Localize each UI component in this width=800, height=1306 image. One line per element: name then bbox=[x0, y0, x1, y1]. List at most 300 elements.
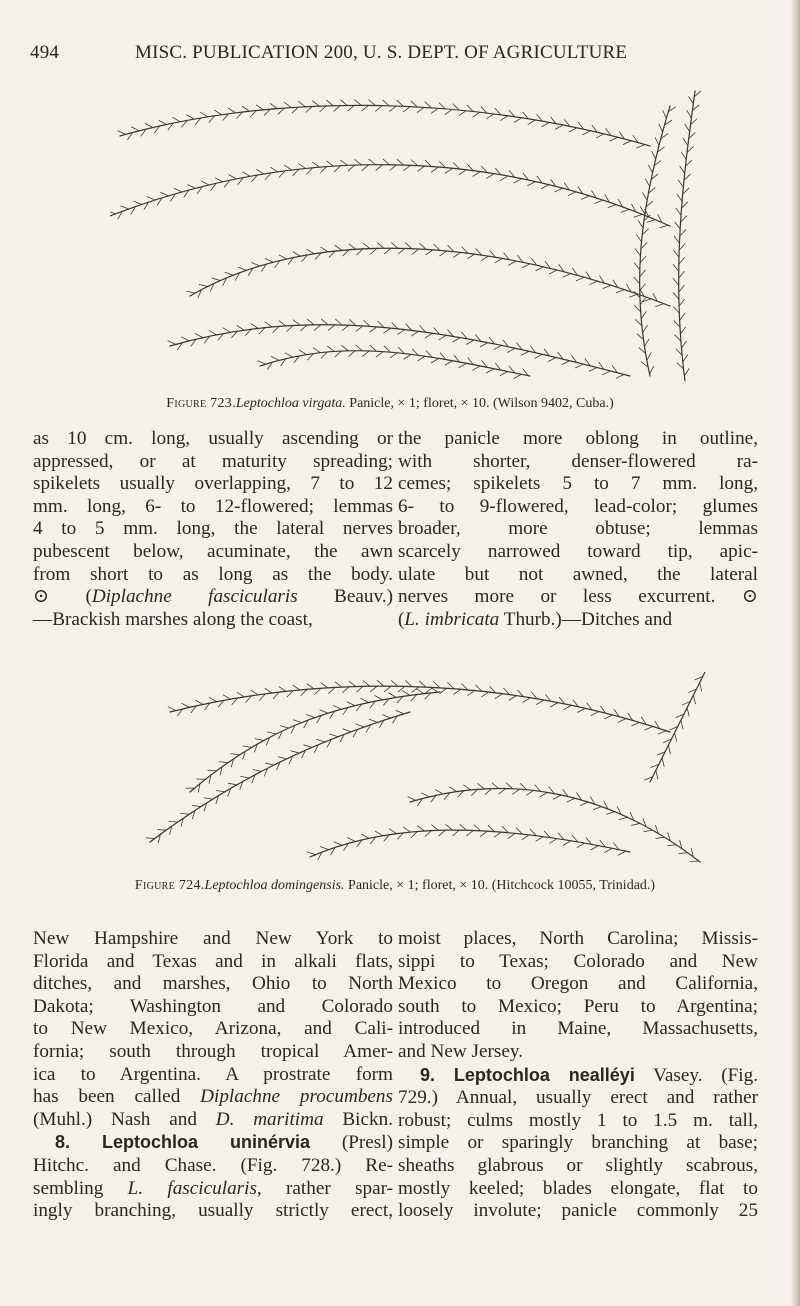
spikelet-mark bbox=[403, 107, 410, 112]
spikelet-mark bbox=[342, 687, 349, 693]
text-line: sembling L. fascicularis, rather spar- bbox=[33, 1177, 393, 1199]
spikelet-mark bbox=[582, 131, 590, 135]
spikelet-mark bbox=[514, 179, 522, 183]
spikelet-mark bbox=[348, 165, 355, 171]
spikelet-mark bbox=[634, 214, 643, 217]
text-line: ⊙ (Diplachne fascicularis Beauv.) bbox=[33, 586, 394, 608]
spikelet-mark bbox=[680, 327, 685, 334]
spikelet-mark bbox=[541, 122, 549, 126]
spikelet-mark bbox=[363, 243, 370, 249]
spikelet-mark bbox=[513, 374, 521, 378]
spikelet-mark bbox=[563, 273, 571, 277]
spikelet-mark bbox=[354, 100, 361, 106]
spikelet-mark bbox=[417, 107, 424, 112]
spikelet-mark bbox=[335, 319, 342, 325]
spikelet-mark bbox=[320, 710, 328, 713]
spikelet-mark bbox=[635, 249, 640, 256]
text-line: Dakota; Washington and Colorado bbox=[33, 995, 393, 1017]
spikelet-mark bbox=[652, 151, 656, 159]
spikelet-mark bbox=[321, 683, 328, 688]
spikelet-mark bbox=[643, 325, 648, 333]
spikelet-mark bbox=[445, 168, 452, 173]
spikelet-mark bbox=[433, 682, 440, 688]
spikelet-mark bbox=[186, 291, 195, 293]
spikelet-mark bbox=[237, 692, 245, 697]
spikelet-mark bbox=[660, 225, 669, 228]
spikelet-mark bbox=[478, 783, 485, 788]
spikelet-mark bbox=[486, 369, 494, 373]
spikelet-mark bbox=[180, 813, 189, 814]
text-line: simple or sparingly branching at base; bbox=[398, 1132, 758, 1154]
species-ref: L. fascicularis, bbox=[127, 1177, 262, 1199]
spikelet-mark bbox=[370, 248, 377, 254]
spikelet-mark bbox=[589, 367, 597, 371]
spikelet-mark bbox=[463, 785, 470, 790]
spikelet-mark bbox=[563, 841, 571, 846]
spikelet-mark bbox=[383, 328, 390, 333]
text-line: spikelets usually overlapping, 7 to 12 bbox=[33, 473, 393, 495]
spikelet-mark bbox=[209, 697, 217, 701]
spikelet-mark bbox=[636, 234, 641, 241]
text-line: ditches, and marshes, Ohio to North bbox=[33, 973, 393, 995]
text-line: ica to Argentina. A prostrate form bbox=[33, 1063, 393, 1085]
spikelet-mark bbox=[321, 319, 328, 325]
spikelet-mark bbox=[509, 696, 517, 701]
spikelet-mark bbox=[466, 830, 473, 836]
text-column-4 bbox=[398, 928, 758, 1223]
spikelet-mark bbox=[229, 175, 237, 179]
spikelet-mark bbox=[216, 790, 225, 791]
spikelet-mark bbox=[204, 798, 213, 799]
page-number: 494 bbox=[30, 42, 60, 63]
spikelet-mark bbox=[675, 733, 677, 742]
spikelet-mark bbox=[486, 114, 494, 119]
spikelet-mark bbox=[603, 285, 611, 288]
spikelet-mark bbox=[251, 262, 259, 266]
spikelet-mark bbox=[494, 832, 501, 837]
spikelet-mark bbox=[169, 821, 178, 822]
figure-724-caption bbox=[0, 878, 795, 894]
spikelet-mark bbox=[369, 719, 377, 722]
text-line: from short to as long as the body. bbox=[33, 563, 393, 585]
spikelet-mark bbox=[361, 698, 369, 702]
spikelet-mark bbox=[361, 105, 368, 111]
spikelet-mark bbox=[270, 167, 278, 172]
spikelet-mark bbox=[681, 720, 683, 729]
spikelet-mark bbox=[569, 128, 577, 132]
spikelet-mark bbox=[550, 703, 558, 707]
spikelet-mark bbox=[347, 838, 355, 842]
spikelet-mark bbox=[679, 853, 688, 854]
text-column-3 bbox=[33, 928, 393, 1223]
panicle-branch bbox=[679, 91, 695, 381]
spikelet-mark bbox=[159, 120, 167, 124]
panicle-branch bbox=[190, 692, 440, 792]
spikelet-mark bbox=[369, 159, 376, 165]
spikelet-mark bbox=[264, 109, 270, 115]
spikelet-mark bbox=[347, 105, 354, 111]
text-line: 4 to 5 mm. long, the lateral nerves bbox=[33, 518, 393, 540]
spikelet-mark bbox=[362, 165, 369, 171]
spikelet-mark bbox=[326, 100, 333, 106]
spikelet-mark bbox=[452, 338, 460, 343]
panicle-branch bbox=[190, 248, 670, 306]
spikelet-mark bbox=[201, 181, 209, 185]
spikelet-mark bbox=[279, 255, 287, 259]
spikelet-mark bbox=[576, 277, 584, 281]
spikelet-mark bbox=[659, 124, 663, 132]
spikelet-mark bbox=[679, 243, 685, 250]
spikelet-mark bbox=[312, 101, 319, 107]
synonym: D. maritima bbox=[215, 1108, 324, 1130]
spikelet-mark bbox=[265, 763, 274, 765]
spikelet-mark bbox=[500, 176, 508, 180]
spikelet-mark bbox=[405, 681, 412, 687]
spikelet-mark bbox=[328, 687, 335, 693]
spikelet-mark bbox=[391, 242, 398, 248]
spikelet-mark bbox=[467, 691, 474, 696]
text-line: nerves more or less excurrent. ⊙ bbox=[398, 586, 758, 608]
synonym: Diplachne procumbens bbox=[200, 1086, 393, 1108]
spikelet-mark bbox=[335, 245, 342, 250]
spikelet-mark bbox=[481, 256, 489, 261]
spikelet-mark bbox=[616, 290, 624, 293]
spikelet-mark bbox=[640, 256, 646, 263]
spikelet-mark bbox=[397, 330, 404, 335]
spikelet-mark bbox=[168, 707, 176, 711]
spikelet-mark bbox=[356, 326, 363, 331]
spikelet-mark bbox=[389, 829, 397, 834]
spikelet-mark bbox=[673, 264, 679, 271]
spikelet-mark bbox=[402, 691, 410, 696]
spikelet-mark bbox=[548, 357, 556, 361]
spikelet-mark bbox=[356, 249, 363, 255]
spikelet-mark bbox=[242, 106, 249, 111]
spikelet-mark bbox=[270, 103, 277, 108]
annual-symbol: ⊙ bbox=[741, 586, 758, 608]
species-heading: 8. Leptochloa uninérvia bbox=[55, 1132, 311, 1153]
spikelet-mark bbox=[271, 356, 279, 360]
spikelet-mark bbox=[384, 686, 391, 692]
spikelet-mark bbox=[684, 368, 689, 376]
text-column-2 bbox=[398, 428, 758, 631]
spikelet-mark bbox=[604, 848, 612, 852]
spikelet-mark bbox=[452, 830, 459, 836]
spikelet-mark bbox=[593, 807, 601, 810]
panicle-branch bbox=[410, 789, 700, 863]
spikelet-mark bbox=[619, 817, 628, 819]
spikelet-mark bbox=[237, 325, 245, 330]
spikelet-mark bbox=[439, 335, 447, 340]
spikelet-mark bbox=[618, 851, 626, 855]
spikelet-mark bbox=[425, 333, 433, 338]
spikelet-mark bbox=[208, 770, 217, 771]
spikelet-mark bbox=[255, 739, 264, 741]
spikelet-mark bbox=[284, 102, 291, 107]
spikelet-mark bbox=[195, 700, 203, 704]
text-line: the panicle more oblong in outline, bbox=[398, 428, 758, 449]
spikelet-mark bbox=[640, 206, 645, 214]
text-line: loosely involute; panicle commonly 25 bbox=[398, 1200, 758, 1222]
spikelet-mark bbox=[253, 769, 262, 771]
spikelet-mark bbox=[472, 366, 480, 370]
text-line: Mexico to Oregon and California, bbox=[398, 973, 758, 995]
spikelet-mark bbox=[494, 345, 502, 349]
text-line: to New Mexico, Arizona, and Cali- bbox=[33, 1018, 393, 1040]
spikelet-mark bbox=[145, 123, 153, 127]
spikelet-mark bbox=[200, 112, 208, 117]
spikelet-mark bbox=[383, 159, 390, 165]
spikelet-mark bbox=[396, 710, 404, 714]
spikelet-mark bbox=[674, 321, 680, 328]
spikelet-mark bbox=[349, 319, 356, 325]
spikelet-mark bbox=[528, 120, 536, 125]
spikelet-mark bbox=[370, 686, 377, 692]
spikelet-mark bbox=[459, 363, 467, 367]
spikelet-mark bbox=[616, 374, 624, 378]
synonym: L. imbricata bbox=[404, 608, 500, 630]
spikelet-mark bbox=[279, 686, 286, 691]
spikelet-mark bbox=[382, 715, 390, 718]
spikelet-mark bbox=[131, 127, 139, 131]
spikelet-mark bbox=[342, 325, 349, 331]
text-column-1 bbox=[33, 428, 393, 631]
text-line: Hitchc. and Chase. (Fig. 728.) Re- bbox=[33, 1154, 393, 1176]
spikelet-mark bbox=[329, 734, 338, 737]
text-line: (L. imbricata Thurb.)—Ditches and bbox=[398, 608, 673, 630]
spikelet-mark bbox=[495, 694, 503, 699]
spikelet-mark bbox=[554, 188, 562, 192]
spikelet-mark bbox=[485, 789, 492, 795]
spikelet-mark bbox=[280, 726, 289, 728]
spikelet-mark bbox=[435, 789, 443, 793]
spikelet-mark bbox=[673, 278, 679, 285]
spikelet-mark bbox=[312, 162, 319, 167]
text-line: robust; culms mostly 1 to 1.5 m. tall, bbox=[398, 1109, 758, 1131]
spikelet-mark bbox=[641, 311, 646, 318]
spikelet-mark bbox=[219, 762, 228, 763]
text-line: as 10 cm. long, usually ascending or bbox=[33, 428, 393, 449]
spikelet-mark bbox=[446, 824, 453, 830]
text-line: sippi to Texas; Colorado and New bbox=[398, 950, 758, 972]
spikelet-mark bbox=[678, 180, 683, 187]
spikelet-mark bbox=[231, 754, 240, 755]
spikelet-mark bbox=[681, 341, 686, 348]
spikelet-mark bbox=[680, 166, 685, 173]
spikelet-mark bbox=[540, 792, 548, 797]
spikelet-mark bbox=[589, 281, 597, 285]
spikelet-mark bbox=[265, 322, 272, 327]
spikelet-mark bbox=[655, 304, 664, 307]
text-line: mostly keeled; blades elongate, flat to bbox=[398, 1177, 758, 1199]
spikelet-mark bbox=[348, 351, 355, 357]
spikelet-mark bbox=[377, 680, 384, 686]
spikelet-mark bbox=[265, 258, 273, 262]
text-line: fornia; south through tropical Amer- bbox=[33, 1040, 393, 1062]
spikelet-mark bbox=[668, 745, 670, 754]
spikelet-mark bbox=[257, 361, 265, 365]
spikelet-mark bbox=[293, 720, 302, 723]
spikelet-mark bbox=[389, 106, 396, 112]
spikelet-mark bbox=[375, 831, 383, 836]
spikelet-mark bbox=[634, 305, 640, 311]
spikelet-mark bbox=[118, 131, 126, 135]
spikelet-mark bbox=[298, 163, 305, 168]
spikelet-mark bbox=[411, 331, 419, 336]
spikelet-mark bbox=[634, 277, 640, 284]
spikelet-mark bbox=[621, 209, 629, 212]
spikelet-mark bbox=[340, 100, 347, 106]
spikelet-mark bbox=[439, 830, 446, 836]
spikelet-mark bbox=[549, 839, 557, 844]
spikelet-mark bbox=[677, 194, 682, 201]
figure-label: Figure 723. bbox=[166, 396, 236, 411]
spikelet-mark bbox=[445, 109, 452, 114]
spikelet-mark bbox=[215, 178, 223, 182]
spikelet-mark bbox=[251, 690, 259, 695]
spikelet-mark bbox=[363, 681, 370, 687]
text-line: mm. long, 6- to 12-flowered; lemmas bbox=[33, 495, 393, 517]
text-line: New Hampshire and New York to bbox=[33, 928, 393, 949]
spikelet-mark bbox=[679, 285, 685, 292]
spikelet-mark bbox=[526, 790, 534, 795]
spikelet-mark bbox=[285, 353, 293, 357]
panicle-branch bbox=[120, 105, 650, 146]
spikelet-mark bbox=[303, 745, 312, 748]
spikelet-mark bbox=[267, 732, 276, 734]
text-line: broader, more obtuse; lemmas bbox=[398, 518, 758, 540]
spikelet-mark bbox=[417, 356, 425, 361]
spikelet-mark bbox=[228, 108, 236, 113]
spikelet-mark bbox=[564, 705, 572, 709]
spikelet-mark bbox=[541, 185, 549, 189]
text-line: 729.) Annual, usually erect and rather bbox=[398, 1087, 758, 1109]
spikelet-mark bbox=[608, 205, 616, 208]
spikelet-mark bbox=[120, 206, 128, 209]
spikelet-mark bbox=[568, 192, 576, 196]
spikelet-mark bbox=[681, 152, 686, 159]
spikelet-mark bbox=[374, 695, 382, 699]
spikelet-mark bbox=[683, 355, 688, 362]
text-line: ulate but not awned, the lateral bbox=[398, 563, 758, 585]
spikelet-mark bbox=[403, 165, 410, 171]
spikelet-mark bbox=[562, 361, 570, 365]
spikelet-mark bbox=[256, 169, 264, 174]
spikelet-mark bbox=[398, 248, 405, 254]
spikelet-mark bbox=[522, 264, 530, 268]
text-line: —Brackish marshes along the coast, bbox=[33, 608, 313, 630]
spikelet-mark bbox=[500, 116, 508, 121]
species-heading: 9. Leptochloa nealléyi bbox=[420, 1064, 635, 1085]
spikelet-mark bbox=[658, 731, 666, 734]
spikelet-mark bbox=[242, 172, 250, 176]
spikelet-mark bbox=[314, 688, 320, 694]
caption-details: Panicle, × 1; floret, × 10. (Wilson 9402, Cuba.) bbox=[345, 396, 614, 411]
spikelet-mark bbox=[416, 689, 423, 694]
spikelet-mark bbox=[284, 165, 292, 170]
spikelet-mark bbox=[521, 351, 529, 355]
text-line: has been called Diplachne procumbens bbox=[33, 1086, 393, 1108]
spikelet-mark bbox=[453, 689, 460, 694]
spikelet-mark bbox=[667, 845, 676, 846]
spikelet-mark bbox=[376, 165, 383, 171]
spikelet-mark bbox=[340, 160, 347, 165]
spikelet-mark bbox=[334, 842, 342, 846]
spikelet-mark bbox=[431, 358, 439, 363]
spikelet-mark bbox=[251, 323, 258, 328]
spikelet-mark bbox=[648, 165, 652, 173]
spikelet-mark bbox=[580, 802, 588, 805]
text-line: with shorter, denser-flowered ra- bbox=[398, 450, 758, 472]
spikelet-mark bbox=[404, 354, 412, 359]
spikelet-mark bbox=[375, 106, 382, 112]
spikelet-mark bbox=[299, 350, 307, 355]
spikelet-mark bbox=[508, 833, 515, 838]
spikelet-mark bbox=[527, 182, 535, 186]
spikelet-mark bbox=[228, 783, 237, 785]
spikelet-mark bbox=[500, 371, 508, 375]
spikelet-mark bbox=[575, 364, 583, 368]
spikelet-mark bbox=[174, 188, 182, 192]
spikelet-mark bbox=[334, 106, 341, 112]
spikelet-mark bbox=[679, 299, 685, 306]
spikelet-mark bbox=[637, 144, 645, 148]
spikelet-mark bbox=[417, 166, 424, 171]
spikelet-mark bbox=[577, 708, 585, 712]
spikelet-mark bbox=[688, 96, 693, 104]
figure-label: Figure 724. bbox=[134, 878, 205, 893]
spikelet-mark bbox=[549, 270, 557, 274]
text-line: 6- to 9-flowered, lead-color; glumes bbox=[398, 495, 758, 517]
spikelet-mark bbox=[459, 170, 467, 175]
spikelet-mark bbox=[320, 846, 328, 849]
spikelet-mark bbox=[390, 353, 397, 358]
spikelet-mark bbox=[307, 319, 314, 325]
spikelet-mark bbox=[673, 306, 679, 313]
spikelet-mark bbox=[431, 167, 438, 172]
spikelet-mark bbox=[459, 111, 466, 116]
spikelet-mark bbox=[362, 351, 369, 357]
spikelet-mark bbox=[370, 327, 377, 332]
annual-symbol: ⊙ bbox=[33, 586, 50, 608]
spikelet-mark bbox=[146, 838, 155, 839]
spikelet-mark bbox=[480, 831, 487, 836]
spikelet-mark bbox=[243, 746, 252, 747]
spikelet-mark bbox=[320, 106, 327, 112]
spikelet-mark bbox=[631, 722, 639, 726]
spikelet-mark bbox=[581, 196, 589, 200]
spikelet-mark bbox=[408, 797, 416, 801]
spikelet-mark bbox=[480, 343, 488, 347]
text-line: ingly branching, usually strictly erect, bbox=[33, 1200, 393, 1222]
spikelet-mark bbox=[298, 101, 305, 106]
spikelet-mark bbox=[391, 680, 398, 686]
spikelet-mark bbox=[693, 695, 695, 704]
spikelet-mark bbox=[425, 831, 432, 837]
spikelet-mark bbox=[481, 692, 488, 697]
text-line: Florida and Texas and in alkali flats, bbox=[33, 950, 393, 972]
spikelet-mark bbox=[377, 243, 384, 249]
text-line: 9. Leptochloa nealléyi Vasey. (Fig. bbox=[420, 1064, 758, 1086]
spikelet-mark bbox=[645, 726, 653, 729]
spikelet-mark bbox=[512, 789, 519, 794]
spikelet-mark bbox=[278, 757, 287, 759]
synonym: Diplachne fascicularis bbox=[91, 586, 298, 608]
spikelet-mark bbox=[647, 352, 651, 360]
spikelet-mark bbox=[644, 339, 649, 347]
spikelet-mark bbox=[647, 220, 656, 223]
spikelet-mark bbox=[356, 724, 364, 727]
